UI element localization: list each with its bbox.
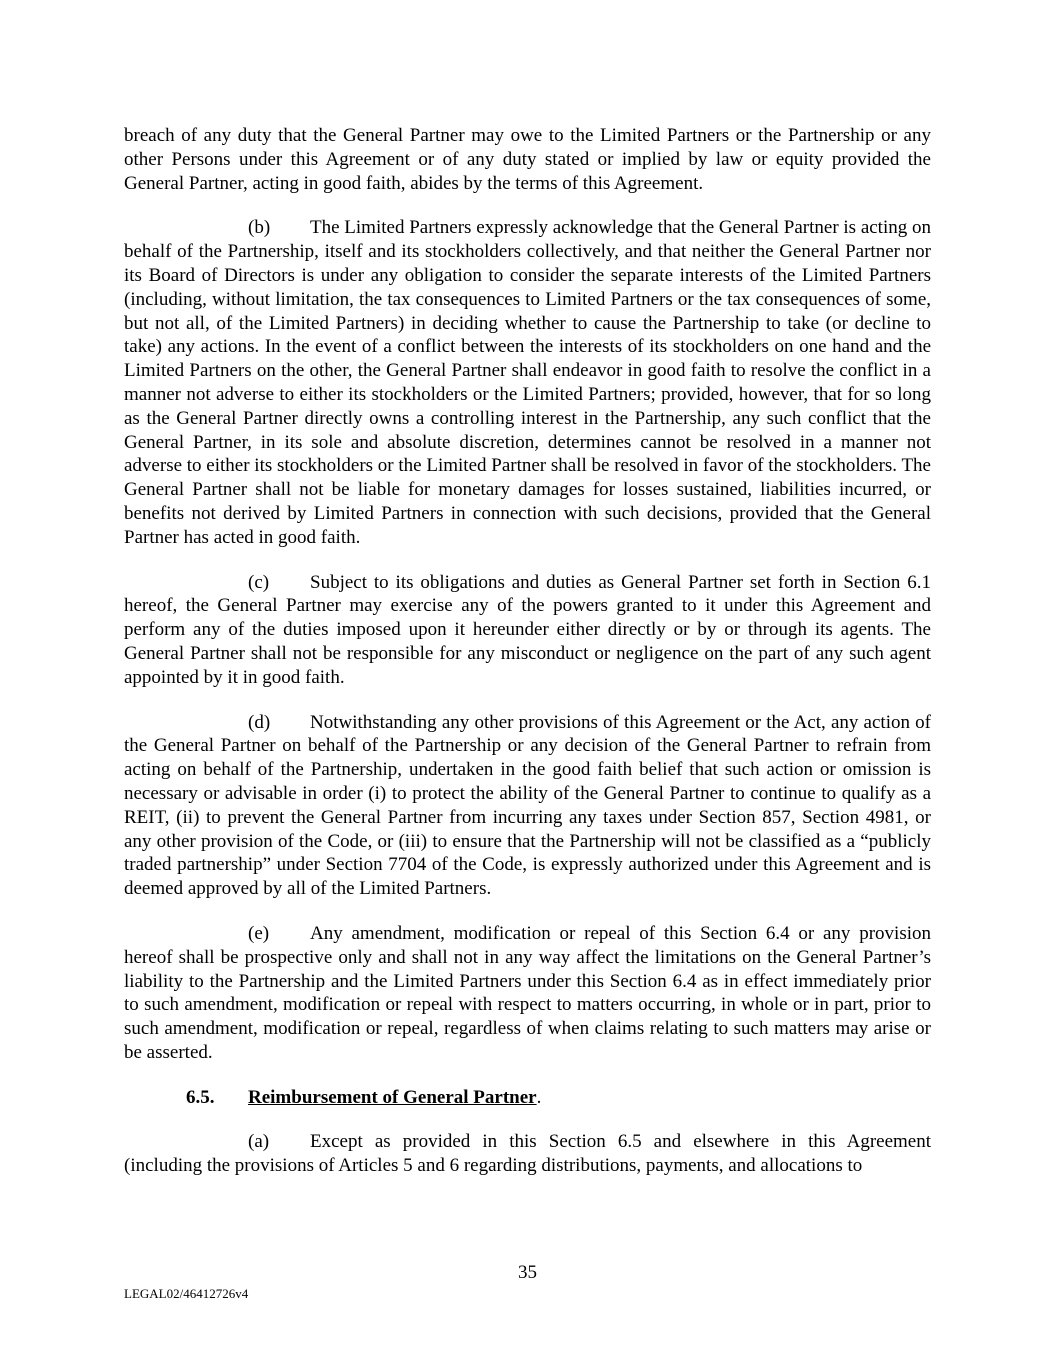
paragraph-label: (a) — [248, 1131, 270, 1153]
paragraph-text: Notwithstanding any other provisions of this Agreement or the Act, any action of the General Partner on behalf of the Partnership or any decision of the General Partner to refrain from acting on behalf of the Partnership, undertaken in the good faith belief that such action or omission is necessary or advisable in order (i) to protect the ability of the General Partner to continue to qualify as a REIT, (ii) to prevent the General Partner from incurring any taxes under Section 857, Section 4981, or any other provision of the Code, or (iii) to ensure that the Partnership will not be classified as a “publicly traded partnership” under Section 7704 of the Code, is expressly authorized under this Agreement and is deemed approved by all of the Limited Partners. — [124, 711, 931, 900]
paragraph-text: Except as provided in this Section 6.5 and elsewhere in this Agreement (including the provisions of Articles 5 and 6 regarding distributions, payments, and allocations to — [124, 1131, 931, 1177]
paragraph-c — [124, 571, 931, 690]
paragraph-text: Subject to its obligations and duties as General Partner set forth in Section 6.1 hereof, the General Partner may exercise any of the powers granted to it under this Agreement and perform any of the duties imposed upon it hereunder either directly or by or through its agents. The General Partner shall not be responsible for any misconduct or negligence on the part of any such agent appointed by it in good faith. — [124, 571, 931, 688]
paragraph-e — [124, 922, 931, 1065]
paragraph-continuation — [124, 124, 931, 195]
section-heading — [124, 1086, 931, 1110]
document-id: LEGAL02/46412726v4 — [124, 1286, 249, 1301]
section-title-period: . — [536, 1086, 542, 1108]
paragraph-text: Any amendment, modification or repeal of this Section 6.4 or any provision hereof shall be prospective only and shall not in any way affect the limitations on the General Partner’s liability to the Partnership and the Limited Partners under this Section 6.4 as in effect immediately prior to such amendment, modification or repeal with respect to matters occurring, in whole or in part, prior to such amendment, modification or repeal, regardless of when claims relating to such matters may arise or be asserted. — [124, 922, 931, 1063]
paragraph-label: (b) — [248, 217, 271, 239]
paragraph-text: The Limited Partners expressly acknowledge that the General Partner is acting on behalf of the Partnership, itself and its stockholders collectively, and that neither the General Partner nor its Board of Directors is under any obligation to consider the separate interests of the Limited Partners (including, without limitation, the tax consequences to Limited Partners or the tax consequences of some, but not all, of the Limited Partners) in deciding whether to cause the Partnership to take (or decline to take) any actions. In the event of a conflict between the interests of its stockholders on one hand and the Limited Partners on the other, the General Partner shall endeavor in good faith to resolve the conflict in a manner not adverse to either its stockholders or the Limited Partners; provided, however, that for so long as the General Partner directly owns a controlling interest in the Partnership, any such conflict that the General Partner, in its sole and absolute discretion, determines cannot be resolved in a manner not adverse to either its stockholders or the Limited Partner shall be resolved in favor of the stockholders. The General Partner shall not be liable for monetary damages for losses sustained, liabilities incurred, or benefits not derived by Limited Partners in connection with such decisions, provided that the General Partner has acted in good faith. — [124, 217, 931, 548]
document-page — [124, 124, 931, 1199]
page-number: 35 — [518, 1262, 537, 1283]
paragraph-b — [124, 216, 931, 549]
paragraph-label: (c) — [248, 571, 270, 593]
paragraph-label: (e) — [248, 922, 270, 944]
section-title: Reimbursement of General Partner — [248, 1086, 537, 1108]
paragraph-d — [124, 711, 931, 901]
paragraph-text: breach of any duty that the General Partner may owe to the Limited Partners or the Partnership or any other Persons under this Agreement or of any duty stated or implied by law or equity provided the General Partner, acting in good faith, abides by the terms of this Agreement. — [124, 125, 931, 194]
paragraph-label: (d) — [248, 711, 271, 733]
paragraph-a — [124, 1130, 931, 1178]
section-number: 6.5. — [186, 1086, 215, 1108]
